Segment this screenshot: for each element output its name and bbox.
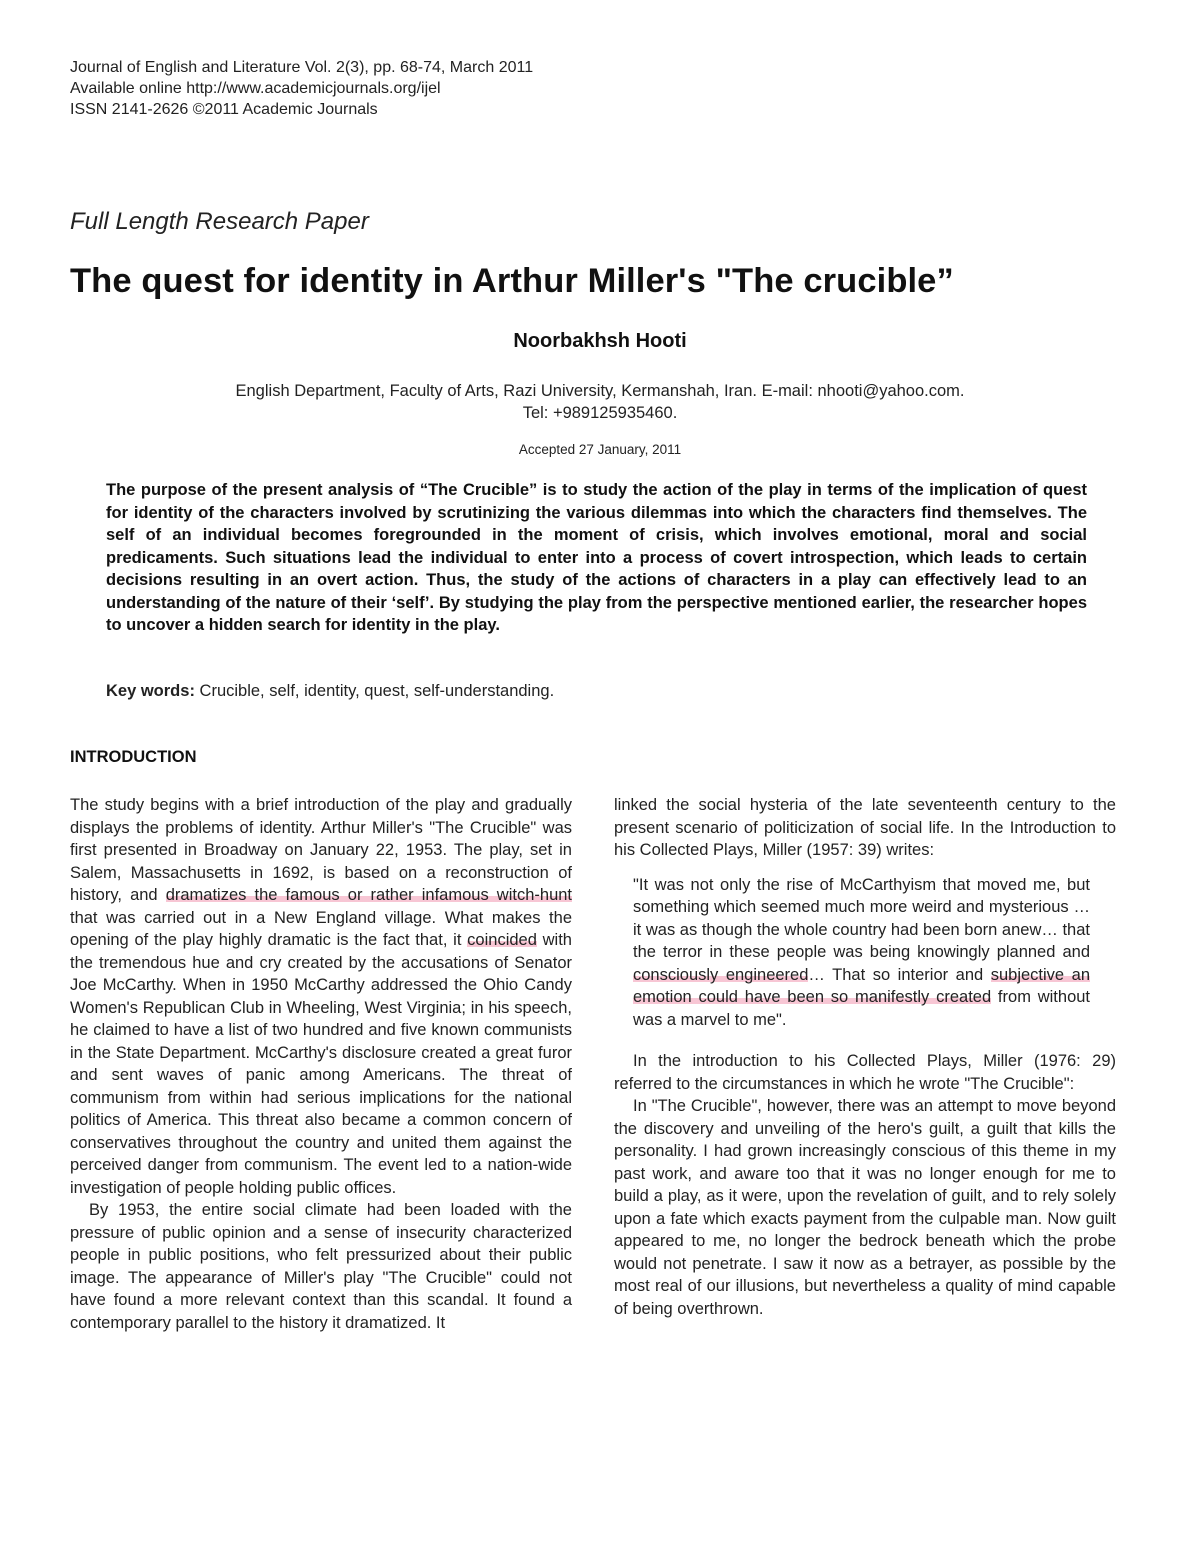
keywords-label: Key words: <box>106 682 195 700</box>
intro-paragraph-2: By 1953, the entire social climate had been loaded with the pressure of public opinion and a sense of insecurity characterized people in public positions, who felt pressurized about their public image. The appearance of Miller's play "The Crucible" could not have found a more relevant context than this scandal. It found a contemporary parallel to the history it dramatized. It <box>70 1201 572 1332</box>
intro-paragraph-4: In the introduction to his Collected Plays, Miller (1976: 29) referred to the circumstances in which he wrote "The Crucible": <box>614 1052 1116 1093</box>
accepted-date: Accepted 27 January, 2011 <box>518 442 682 457</box>
intro-text: that was carried out in a New England village. What makes the opening of the play highly dramatic is the fact that, it <box>70 908 572 949</box>
right-column <box>614 794 1116 1320</box>
intro-paragraph-5: In "The Crucible", however, there was an attempt to move beyond the discovery and unveiling of the hero's guilt, a guilt that kills the personality. I had grown increasingly conscious of this theme in my past work, and aware too that it was no longer enough for me to build a play, as it were, upon the revelation of guilt, and to rely solely upon a fate which exacts payment from the culpable man. Now guilt appeared to me, no longer the bedrock beneath which the probe would not penetrate. I saw it now as a betrayer, as possible by the most real of our illusions, but nevertheless a quality of mind capable of being overthrown. <box>614 1097 1116 1318</box>
keywords-list: Crucible, self, identity, quest, self-understanding. <box>199 682 555 700</box>
affiliation-line: English Department, Faculty of Arts, Razi University, Kermanshah, Iran. E-mail: nhooti@yahoo.com. <box>235 382 965 400</box>
intro-text: with the tremendous hue and cry created by the accusations of Senator Joe McCarthy. When in 1950 McCarthy addressed the Ohio Candy Women's Republican Club in Wheeling, West Virginia; in his speech, he claimed to have a list of two hundred and five known communists in the State Department. McCarthy's disclosure created a great furor and sent waves of panic among Americans. The threat of communism from within had serious implications for the national politics of America. This threat also became a common concern of conservatives throughout the country and united them against the perceived danger from communism. The event led to a nation-wide investigation of people holding public offices. <box>70 931 572 1197</box>
author-affiliation <box>0 380 1200 424</box>
quote-text: from without was a marvel to me". <box>633 988 1091 1029</box>
introduction-heading: INTRODUCTION <box>70 748 197 766</box>
quote-text: "It was not only the rise of McCarthyism that moved me, but something which seemed much more weird and mysterious … it was as though the whole country had been born anew… that the terror in these people was being knowingly planned and <box>633 875 1090 961</box>
paper-title: The quest for identity in Arthur Miller's "The crucible” <box>70 262 954 300</box>
quote-text: … That so interior and <box>808 965 991 984</box>
block-quote <box>633 874 1090 1032</box>
highlighted-text: coincided <box>467 931 537 949</box>
section-type-label: Full Length Research Paper <box>70 208 369 235</box>
highlighted-text: consciously engineered <box>633 965 809 984</box>
intro-paragraph-3: linked the social hysteria of the late seventeenth century to the present scenario of politicization of social life. In the Introduction to his Collected Plays, Miller (1957: 39) writes: <box>614 796 1116 859</box>
phone-line: Tel: +989125935460. <box>522 404 678 422</box>
intro-text: The study begins with a brief introduction of the play and gradually displays the problems of identity. Arthur Miller's "The Crucible" was first presented in Broadway on January 22, 1953. The play, set in Salem, Massachusetts in 1692, is based on a reconstruction of history, and <box>70 796 572 904</box>
highlighted-text: subjective an emotion could have been so manifestly created <box>633 965 1091 1006</box>
highlighted-text: dramatizes the famous or rather infamous witch-hunt <box>165 886 573 904</box>
intro-paragraph-1 <box>70 794 572 1199</box>
journal-header <box>70 57 533 120</box>
journal-citation: Journal of English and Literature Vol. 2(3), pp. 68-74, March 2011 <box>70 59 534 76</box>
keywords <box>106 680 1087 702</box>
abstract: The purpose of the present analysis of “The Crucible” is to study the action of the play in terms of the implication of quest for identity of the characters involved by scrutinizing the various dilemmas into which the characters find themselves. The self of an individual becomes foregrounded in the moment of crisis, which involves emotional, moral and social predicaments. Such situations lead the individual to enter into a process of covert introspection, which leads to certain decisions resulting in an overt action. Thus, the study of the actions of characters in a play can effectively lead to an understanding of the nature of their ‘self’. By studying the play from the perspective mentioned earlier, the researcher hopes to uncover a hidden search for identity in the play. <box>106 481 1087 634</box>
left-column <box>70 794 572 1334</box>
journal-issn: ISSN 2141-2626 ©2011 Academic Journals <box>70 101 378 118</box>
journal-url: Available online http://www.academicjournals.org/ijel <box>70 80 441 97</box>
author-name: Noorbakhsh Hooti <box>513 330 687 352</box>
